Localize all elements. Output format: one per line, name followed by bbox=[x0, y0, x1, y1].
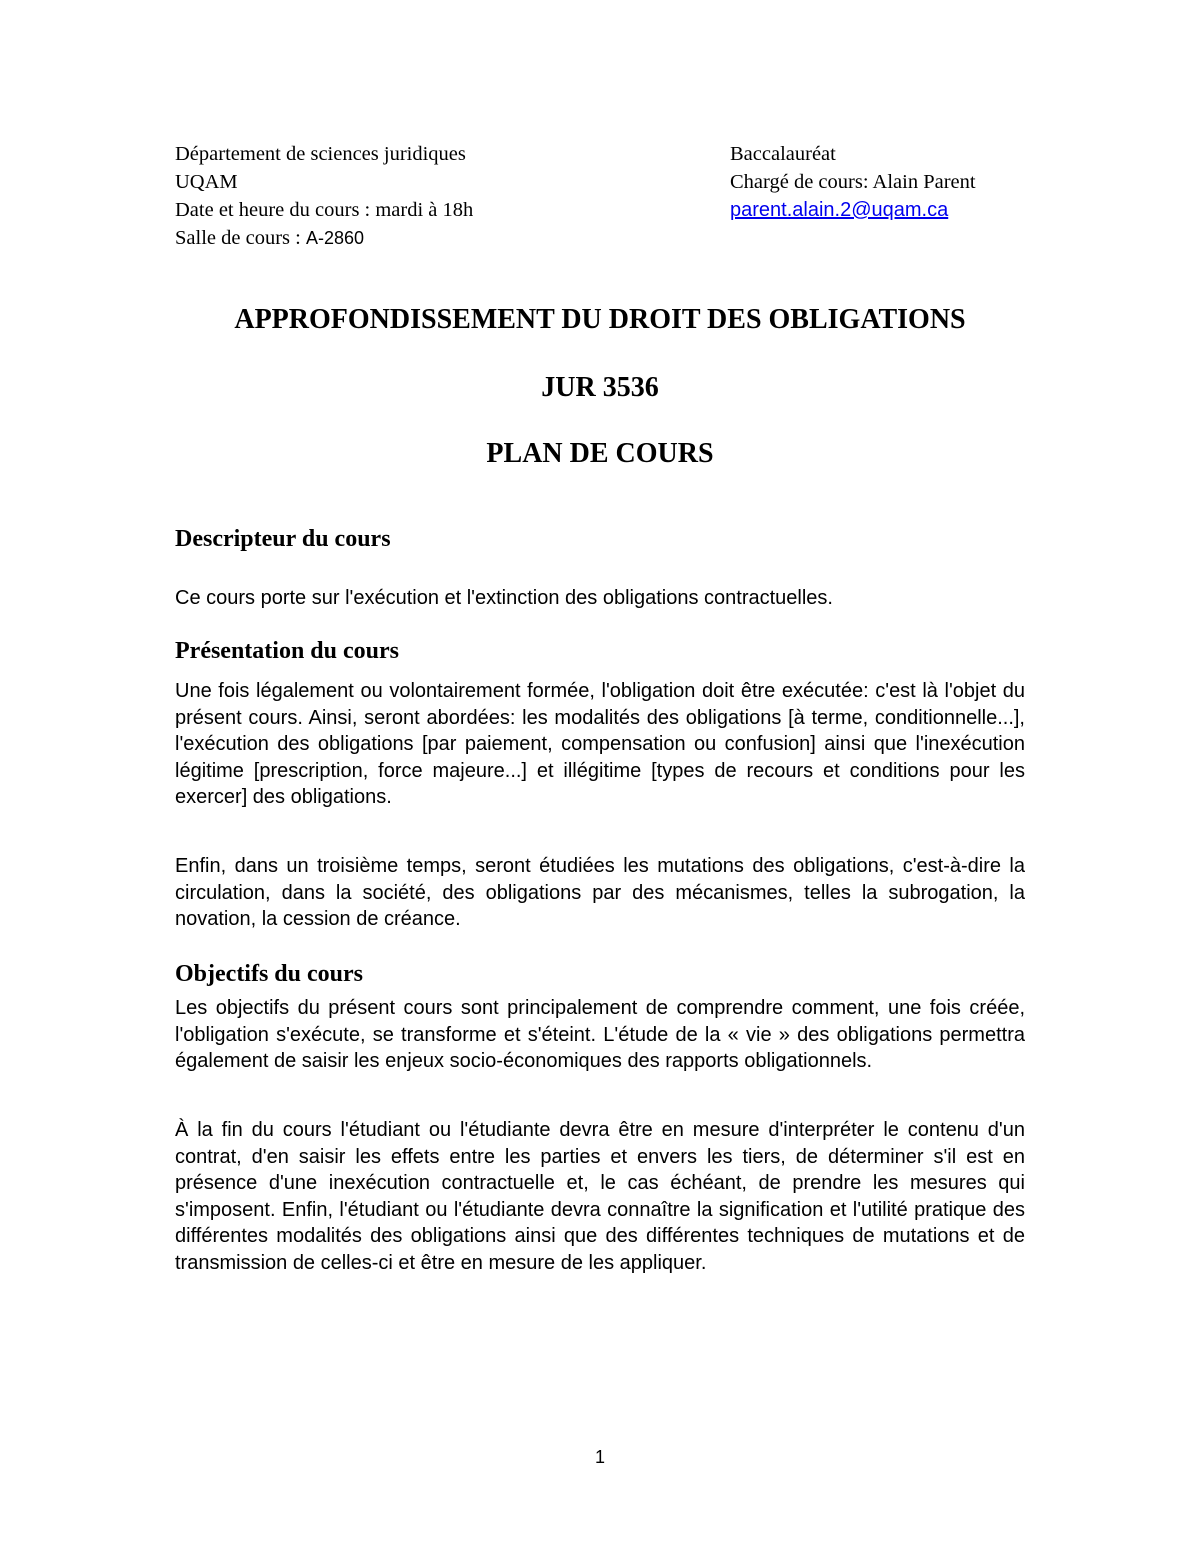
objectifs-paragraph-2: À la fin du cours l'étudiant ou l'étudiante devra être en mesure d'interpréter le contenu d'un contrat, d'en saisir les effets entre les parties et envers les tiers, de déterminer s'il est en présence d'une inexécution contractuelle et, le cas échéant, de prendre les mesures qui s'imposent. Enfin, l'étudiant ou l'étudiante devra connaître la signification et l'utilité pratique des différentes modalités des obligations ainsi que des différentes techniques de mutations et de transmission de celles-ci et être en mesure de les appliquer. bbox=[175, 1119, 1025, 1274]
presentation-paragraph-2: Enfin, dans un troisième temps, seront étudiées les mutations des obligations, c'est-à-dire la circulation, dans la société, des obligations par des mécanismes, telles la subrogation, la novation, la cession de créance. bbox=[175, 855, 1025, 930]
university-name: UQAM bbox=[175, 171, 238, 193]
email-line bbox=[730, 196, 976, 224]
document-type-title: PLAN DE COURS bbox=[486, 438, 714, 469]
header-left-column bbox=[175, 140, 473, 252]
instructor-email-link[interactable]: parent.alain.2@uqam.ca bbox=[730, 199, 949, 221]
department-name: Département de sciences juridiques bbox=[175, 143, 466, 165]
course-code: JUR 3536 bbox=[541, 372, 659, 403]
instructor-name: Chargé de cours: Alain Parent bbox=[730, 171, 976, 193]
course-schedule: Date et heure du cours : mardi à 18h bbox=[175, 199, 474, 221]
page-number: 1 bbox=[594, 1447, 605, 1467]
course-room bbox=[175, 224, 473, 252]
section-heading-descripteur: Descripteur du cours bbox=[175, 526, 391, 552]
objectifs-paragraph-1: Les objectifs du présent cours sont principalement de comprendre comment, une fois créée, l'obligation s'exécute, se transforme et s'éteint. L'étude de la « vie » des obligations permettra également de saisir les enjeux socio-économiques des rapports obligationnels. bbox=[175, 997, 1025, 1072]
room-label: Salle de cours : bbox=[175, 227, 306, 249]
program-name: Baccalauréat bbox=[730, 143, 836, 165]
section-heading-objectifs: Objectifs du cours bbox=[175, 961, 363, 987]
presentation-paragraph-1: Une fois légalement ou volontairement formée, l'obligation doit être exécutée: c'est là l'objet du présent cours. Ainsi, seront abordées: les modalités des obligations [à terme, conditionnelle...], l'exécution des obligations [par paiement, compensation ou confusion] ainsi que l'inexécution légitime [prescription, force majeure...] et illégitime [types de recours et conditions pour les exercer] des obligations. bbox=[175, 680, 1025, 808]
header-right-column bbox=[730, 140, 976, 224]
course-title: APPROFONDISSEMENT DU DROIT DES OBLIGATIONS bbox=[234, 304, 966, 335]
descripteur-text: Ce cours porte sur l'exécution et l'extinction des obligations contractuelles. bbox=[175, 587, 833, 609]
room-value: A-2860 bbox=[305, 228, 364, 248]
section-heading-presentation: Présentation du cours bbox=[175, 638, 399, 664]
